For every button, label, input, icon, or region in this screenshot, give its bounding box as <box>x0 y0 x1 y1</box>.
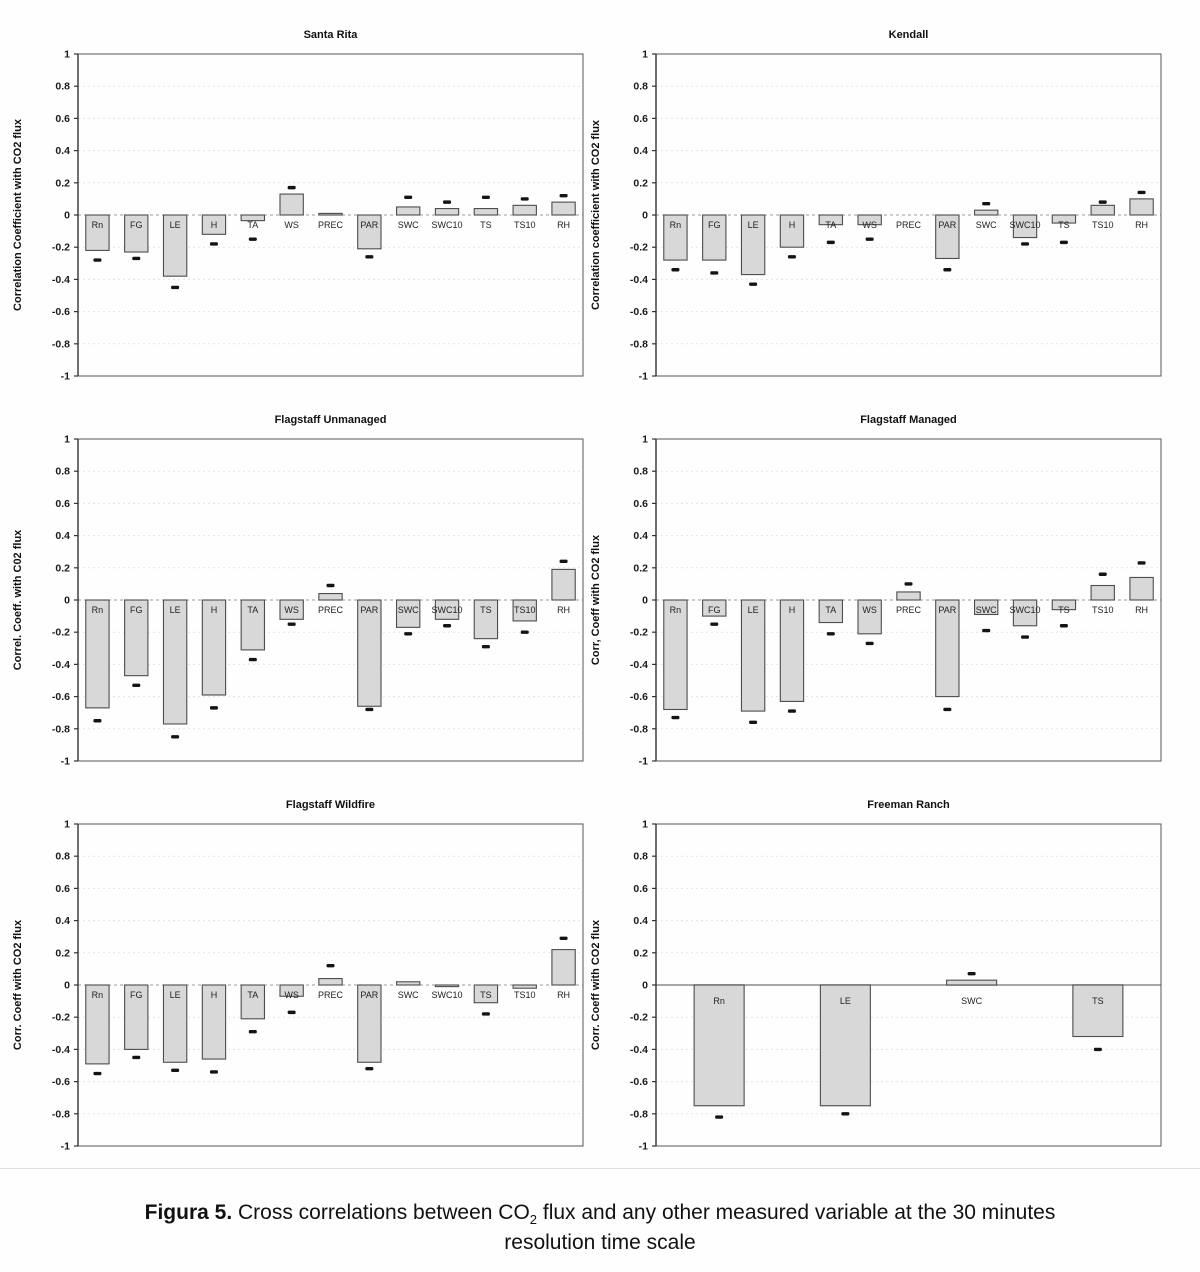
y-tick-label: 0 <box>64 979 70 992</box>
significance-marker <box>1021 242 1029 245</box>
category-label: TS10 <box>513 990 536 1000</box>
y-tick-label: -0.8 <box>629 338 648 351</box>
significance-marker <box>1094 1048 1102 1051</box>
category-label: TA <box>247 605 259 615</box>
y-tick-label: -0.2 <box>51 626 70 639</box>
y-axis-label: Correlation Coefficient with CO2 flux <box>12 119 24 311</box>
category-label: SWC <box>397 220 419 230</box>
significance-marker <box>249 658 257 661</box>
bar <box>1130 199 1153 215</box>
significance-marker <box>710 271 718 274</box>
chart-title: Flagstaff Unmanaged <box>274 414 387 426</box>
significance-marker <box>365 255 373 258</box>
y-tick-label: -0.6 <box>629 306 648 319</box>
significance-marker <box>288 622 296 625</box>
category-label: RH <box>1135 220 1149 230</box>
significance-marker <box>968 972 976 975</box>
y-tick-label: 0.8 <box>633 80 648 93</box>
bar <box>975 210 998 215</box>
category-label: WS <box>284 220 299 230</box>
category-label: LE <box>747 220 759 230</box>
category-label: SWC10 <box>431 990 463 1000</box>
significance-marker <box>365 1067 373 1070</box>
y-tick-label: -0.6 <box>629 691 648 704</box>
y-tick-label: 1 <box>64 818 70 831</box>
significance-marker <box>249 1030 257 1033</box>
bar <box>552 202 575 215</box>
y-tick-label: 0.8 <box>633 850 648 863</box>
y-tick-label: -0.6 <box>51 1076 70 1089</box>
significance-marker <box>132 1056 140 1059</box>
significance-marker <box>482 1012 490 1015</box>
significance-marker <box>1021 635 1029 638</box>
significance-marker <box>788 255 796 258</box>
y-tick-label: 0.8 <box>55 80 70 93</box>
bar <box>664 600 687 709</box>
significance-marker <box>521 631 529 634</box>
chart-flagstaff-wildfire <box>0 770 600 1155</box>
category-label: PREC <box>895 220 922 230</box>
category-label: Rn <box>669 605 682 615</box>
y-tick-label: 0.4 <box>55 145 70 158</box>
y-tick-label: -0.4 <box>51 1043 70 1056</box>
category-label: H <box>210 990 218 1000</box>
significance-marker <box>943 708 951 711</box>
category-label: LE <box>747 605 759 615</box>
significance-marker <box>404 632 412 635</box>
significance-marker <box>482 645 490 648</box>
y-tick-label: -1 <box>638 755 648 768</box>
bar <box>397 982 420 985</box>
figure-caption <box>100 1199 1100 1258</box>
y-tick-label: 0.2 <box>633 947 648 960</box>
category-label: TS <box>480 990 492 1000</box>
y-tick-label: 1 <box>642 48 648 61</box>
significance-marker <box>443 200 451 203</box>
y-tick-label: -0.8 <box>51 723 70 736</box>
significance-marker <box>171 735 179 738</box>
category-label: TA <box>247 990 259 1000</box>
chart-flagstaff-unmanaged <box>0 385 600 770</box>
y-tick-label: 0.6 <box>633 497 648 510</box>
category-label: RH <box>1135 605 1149 615</box>
category-label: TS <box>1092 996 1104 1006</box>
y-tick-label: -0.8 <box>629 1108 648 1121</box>
y-tick-label: 1 <box>64 433 70 446</box>
y-axis-label: Corr, Coeff with CO2 flux <box>590 534 602 666</box>
chart-canvas <box>586 794 1171 1155</box>
chart-title: Flagstaff Wildfire <box>285 799 376 811</box>
significance-marker <box>93 1072 101 1075</box>
y-tick-label: -0.2 <box>51 241 70 254</box>
significance-marker <box>210 1070 218 1073</box>
y-tick-label: -0.2 <box>629 1011 648 1024</box>
category-label: FG <box>130 605 143 615</box>
figure-caption-label: Figura 5. <box>144 1201 233 1224</box>
category-label: PREC <box>317 990 344 1000</box>
y-tick-label: -0.4 <box>51 658 70 671</box>
figure-caption-subscript: 2 <box>529 1212 538 1228</box>
significance-marker <box>671 716 679 719</box>
y-tick-label: -0.6 <box>51 306 70 319</box>
significance-marker <box>560 937 568 940</box>
category-label: RH <box>557 990 571 1000</box>
chart-canvas <box>586 24 1171 385</box>
significance-marker <box>1060 624 1068 627</box>
y-tick-label: 0.4 <box>55 530 70 543</box>
category-label: PREC <box>317 605 344 615</box>
y-tick-label: -1 <box>60 370 70 383</box>
y-tick-label: 1 <box>642 818 648 831</box>
y-tick-label: 0.6 <box>633 112 648 125</box>
category-label: Rn <box>91 605 104 615</box>
y-tick-label: 0.4 <box>633 915 648 928</box>
y-tick-label: -0.8 <box>51 1108 70 1121</box>
category-label: WS <box>862 220 877 230</box>
significance-marker <box>710 622 718 625</box>
category-label: WS <box>284 605 299 615</box>
bar <box>163 600 186 724</box>
category-label: Rn <box>91 990 104 1000</box>
category-label: SWC <box>397 990 419 1000</box>
chart-canvas <box>8 794 593 1155</box>
category-label: Rn <box>713 996 725 1006</box>
chart-flagstaff-managed <box>590 385 1200 770</box>
category-label: SWC <box>975 220 997 230</box>
significance-marker <box>749 721 757 724</box>
bar <box>1091 205 1114 215</box>
category-label: TS10 <box>1091 605 1114 615</box>
bar <box>513 985 536 988</box>
bar <box>319 979 342 985</box>
y-tick-label: -0.2 <box>629 241 648 254</box>
category-label: SWC <box>975 605 997 615</box>
y-tick-label: 0.8 <box>55 465 70 478</box>
significance-marker <box>1138 191 1146 194</box>
bar <box>319 594 342 600</box>
y-axis-label: Corr. Coeff with CO2 flux <box>12 919 24 1051</box>
y-tick-label: 0.6 <box>55 882 70 895</box>
significance-marker <box>788 709 796 712</box>
bar <box>435 209 458 215</box>
category-label: PAR <box>938 220 957 230</box>
y-tick-label: 0 <box>642 209 648 222</box>
chart-title: Flagstaff Managed <box>860 414 957 426</box>
significance-marker <box>93 719 101 722</box>
bar <box>319 213 342 215</box>
category-label: WS <box>862 605 877 615</box>
y-tick-label: 0.6 <box>633 882 648 895</box>
y-tick-label: 0.4 <box>55 915 70 928</box>
significance-marker <box>866 237 874 240</box>
y-tick-label: -1 <box>638 1140 648 1153</box>
significance-marker <box>1060 241 1068 244</box>
y-tick-label: 0.2 <box>633 177 648 190</box>
category-label: RH <box>557 605 571 615</box>
category-label: Rn <box>91 220 104 230</box>
chart-title: Kendall <box>888 29 929 41</box>
figure-caption-text: Cross correlations between CO <box>232 1201 530 1224</box>
y-tick-label: -0.6 <box>629 1076 648 1089</box>
y-tick-label: 0.2 <box>55 562 70 575</box>
significance-marker <box>749 283 757 286</box>
chart-title: Santa Rita <box>303 29 358 41</box>
y-tick-label: 0.4 <box>633 530 648 543</box>
y-tick-label: -0.4 <box>51 273 70 286</box>
chart-canvas <box>8 409 593 770</box>
category-label: WS <box>284 990 299 1000</box>
significance-marker <box>1099 200 1107 203</box>
category-label: RH <box>557 220 571 230</box>
category-label: H <box>788 605 796 615</box>
significance-marker <box>866 642 874 645</box>
significance-marker <box>1099 573 1107 576</box>
y-tick-label: 0.6 <box>55 112 70 125</box>
significance-marker <box>905 582 913 585</box>
significance-marker <box>171 1069 179 1072</box>
y-tick-label: 1 <box>642 433 648 446</box>
y-tick-label: 0.2 <box>55 177 70 190</box>
category-label: LE <box>839 996 851 1006</box>
y-tick-label: 1 <box>64 48 70 61</box>
bar <box>552 569 575 600</box>
bar <box>947 980 997 985</box>
significance-marker <box>288 186 296 189</box>
y-tick-label: 0 <box>642 594 648 607</box>
category-label: LE <box>169 605 181 615</box>
category-label: TS <box>1058 220 1070 230</box>
y-tick-label: -1 <box>60 755 70 768</box>
bar <box>897 592 920 600</box>
significance-marker <box>827 632 835 635</box>
y-tick-label: -0.4 <box>629 658 648 671</box>
significance-marker <box>365 708 373 711</box>
category-label: LE <box>169 220 181 230</box>
y-tick-label: -0.4 <box>629 1043 648 1056</box>
significance-marker <box>827 241 835 244</box>
category-label: H <box>788 220 796 230</box>
significance-marker <box>982 629 990 632</box>
significance-marker <box>93 258 101 261</box>
significance-marker <box>132 684 140 687</box>
significance-marker <box>671 268 679 271</box>
y-tick-label: 0.2 <box>55 947 70 960</box>
significance-marker <box>560 194 568 197</box>
significance-marker <box>841 1112 849 1115</box>
y-tick-label: 0 <box>642 979 648 992</box>
bar <box>358 600 381 706</box>
category-label: FG <box>708 220 721 230</box>
figure-caption-text-rest: flux and any other measured variable at the 30 minutes resolution time scale <box>504 1201 1056 1255</box>
category-label: SWC10 <box>1009 220 1041 230</box>
bar <box>741 600 764 711</box>
category-label: TA <box>825 605 837 615</box>
category-label: SWC10 <box>431 605 463 615</box>
significance-marker <box>327 964 335 967</box>
category-label: H <box>210 220 218 230</box>
category-label: PAR <box>360 605 379 615</box>
significance-marker <box>404 196 412 199</box>
y-tick-label: -0.6 <box>51 691 70 704</box>
bar <box>552 950 575 985</box>
category-label: SWC10 <box>1009 605 1041 615</box>
bar <box>1073 985 1123 1037</box>
category-label: FG <box>130 990 143 1000</box>
significance-marker <box>482 196 490 199</box>
category-label: TS <box>1058 605 1070 615</box>
y-axis-label: Correl. Coeff. with C02 flux <box>12 529 24 671</box>
category-label: TA <box>247 220 259 230</box>
category-label: TA <box>825 220 837 230</box>
category-label: TS10 <box>513 605 536 615</box>
category-label: H <box>210 605 218 615</box>
y-tick-label: 0.4 <box>633 145 648 158</box>
bar <box>1091 586 1114 600</box>
significance-marker <box>982 202 990 205</box>
significance-marker <box>171 286 179 289</box>
y-tick-label: 0.2 <box>633 562 648 575</box>
chart-title: Freeman Ranch <box>867 799 950 811</box>
y-tick-label: 0 <box>64 209 70 222</box>
significance-marker <box>132 257 140 260</box>
bottom-divider-line <box>0 1168 1200 1169</box>
y-tick-label: -0.8 <box>629 723 648 736</box>
significance-marker <box>443 624 451 627</box>
bar <box>780 600 803 701</box>
category-label: PAR <box>360 220 379 230</box>
category-label: Rn <box>669 220 682 230</box>
chart-santa-rita <box>0 0 600 385</box>
category-label: PREC <box>317 220 344 230</box>
category-label: SWC <box>961 996 983 1006</box>
bar <box>280 194 303 215</box>
y-tick-label: -0.4 <box>629 273 648 286</box>
y-axis-label: Correlation coefficient with CO2 flux <box>590 119 602 311</box>
category-label: TS <box>480 605 492 615</box>
y-tick-label: -1 <box>638 370 648 383</box>
y-tick-label: 0.6 <box>55 497 70 510</box>
y-tick-label: 0 <box>64 594 70 607</box>
bar <box>474 209 497 215</box>
y-axis-label: Corr. Coeff with CO2 flux <box>590 919 602 1051</box>
bar <box>513 205 536 215</box>
significance-marker <box>249 237 257 240</box>
bar <box>397 207 420 215</box>
category-label: PAR <box>938 605 957 615</box>
category-label: TS <box>480 220 492 230</box>
significance-marker <box>288 1011 296 1014</box>
y-tick-label: -1 <box>60 1140 70 1153</box>
y-tick-label: 0.8 <box>633 465 648 478</box>
category-label: FG <box>708 605 721 615</box>
chart-kendall <box>590 0 1200 385</box>
category-label: LE <box>169 990 181 1000</box>
y-tick-label: -0.8 <box>51 338 70 351</box>
category-label: PREC <box>895 605 922 615</box>
y-tick-label: -0.2 <box>51 1011 70 1024</box>
chart-freeman-ranch <box>590 770 1200 1155</box>
chart-canvas <box>586 409 1171 770</box>
category-label: FG <box>130 220 143 230</box>
y-tick-label: 0.8 <box>55 850 70 863</box>
category-label: SWC10 <box>431 220 463 230</box>
significance-marker <box>715 1115 723 1118</box>
significance-marker <box>210 706 218 709</box>
category-label: SWC <box>397 605 419 615</box>
category-label: TS10 <box>513 220 536 230</box>
significance-marker <box>521 197 529 200</box>
y-tick-label: -0.2 <box>629 626 648 639</box>
significance-marker <box>943 268 951 271</box>
bar <box>1130 577 1153 600</box>
chart-canvas <box>8 24 593 385</box>
significance-marker <box>1138 561 1146 564</box>
bar <box>435 985 458 987</box>
category-label: TS10 <box>1091 220 1114 230</box>
significance-marker <box>560 560 568 563</box>
category-label: PAR <box>360 990 379 1000</box>
significance-marker <box>327 584 335 587</box>
bar <box>86 600 109 708</box>
significance-marker <box>210 242 218 245</box>
